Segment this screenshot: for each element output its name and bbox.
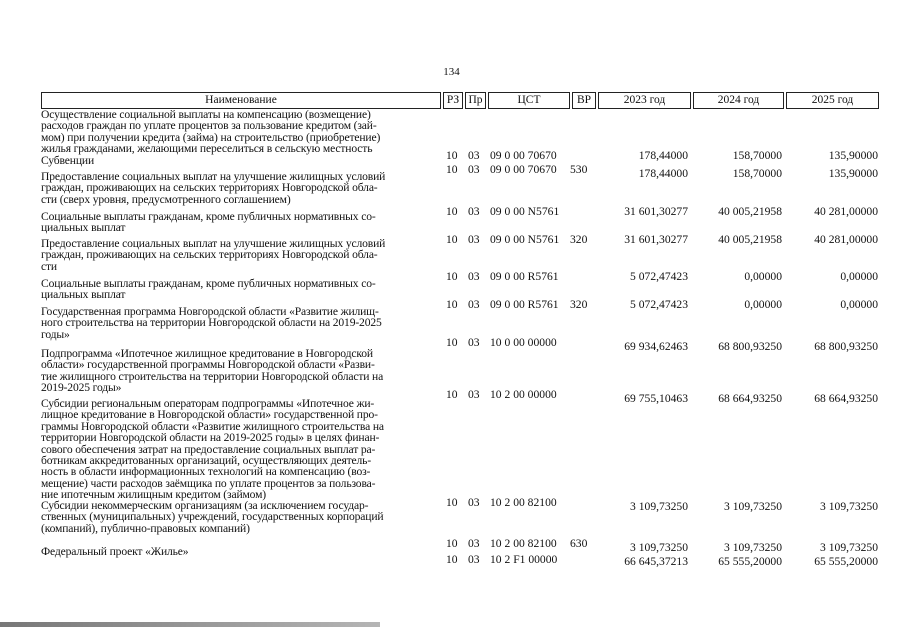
row-name-line: Предоставление социальных выплат на улучшение жилищных условий	[41, 237, 386, 250]
row-name-line: расходов граждан по уплате процентов за пользование кредитом (зай-	[41, 119, 377, 133]
row-name-line: мом) при получении кредита (займа) на строительство (приобретение)	[41, 130, 381, 144]
cell-y2025: 0,00000	[840, 298, 878, 311]
row-name-line: граждан, проживающих на сельских территориях Новгородской обла-	[41, 248, 378, 262]
cell-y2024: 0,00000	[744, 298, 782, 311]
row-name	[41, 398, 441, 501]
page-number: 134	[443, 66, 460, 78]
cell-rz: 10	[446, 496, 458, 509]
row-name-line: сти	[41, 259, 57, 273]
row-name-line: циальных выплат	[41, 288, 126, 302]
cell-y2025: 68 664,93250	[814, 392, 878, 405]
cell-y2024: 65 555,20000	[718, 555, 782, 568]
header-vr: ВР	[572, 92, 596, 109]
cell-pr: 03	[468, 298, 480, 311]
cell-pr: 03	[468, 388, 480, 401]
cell-pr: 03	[468, 537, 480, 550]
cell-y2023: 31 601,30277	[624, 233, 688, 246]
cell-y2023: 31 601,30277	[624, 205, 688, 218]
row-name-line: жилья гражданами, желающими переселиться в сельскую местность	[41, 142, 373, 156]
cell-vr: 530	[570, 163, 588, 176]
cell-rz: 10	[446, 336, 458, 349]
cell-y2023: 66 645,37213	[624, 555, 688, 568]
row-name-line: тие жилищного строительства на территории Новгородской области на	[41, 369, 384, 383]
cell-rz: 10	[446, 553, 458, 566]
row-name	[41, 546, 441, 557]
cell-cst: 10 2 00 82100	[490, 537, 557, 550]
row-name-line: ботникам аккредитованных организаций, осуществляющих деятель-	[41, 454, 372, 468]
row-name	[41, 348, 441, 394]
row-name-line: граждан, проживающих на сельских территориях Новгородской обла-	[41, 181, 378, 195]
cell-y2024: 68 800,93250	[718, 340, 782, 353]
cell-rz: 10	[446, 149, 458, 162]
row-name-line: Предоставление социальных выплат на улучшение жилищных условий	[41, 170, 386, 183]
cell-y2023: 3 109,73250	[630, 541, 688, 554]
cell-rz: 10	[446, 205, 458, 218]
cell-cst: 09 0 00 R5761	[490, 298, 559, 311]
cell-y2025: 3 109,73250	[820, 541, 878, 554]
row-name-line: (компаний), публично-правовых компаний)	[41, 521, 250, 535]
cell-y2024: 3 109,73250	[724, 500, 782, 513]
row-name-line: Федеральный проект «Жилье»	[41, 545, 189, 558]
cell-rz: 10	[446, 388, 458, 401]
cell-cst: 10 2 00 00000	[490, 388, 557, 401]
cell-rz: 10	[446, 163, 458, 176]
cell-rz: 10	[446, 298, 458, 311]
cell-cst: 09 0 00 N5761	[490, 205, 560, 218]
cell-vr: 320	[570, 233, 588, 246]
row-name	[41, 278, 441, 301]
row-name-line: годы»	[41, 327, 70, 341]
row-name-line: циальных выплат	[41, 221, 126, 235]
row-name-line: Подпрограмма «Ипотечное жилищное кредитование в Новгородской	[41, 347, 373, 360]
cell-y2025: 3 109,73250	[820, 500, 878, 513]
cell-pr: 03	[468, 205, 480, 218]
cell-y2023: 5 072,47423	[630, 270, 688, 283]
cell-cst: 10 0 00 00000	[490, 336, 557, 349]
cell-y2024: 158,70000	[732, 167, 782, 180]
cell-cst: 09 0 00 N5761	[490, 233, 560, 246]
cell-y2023: 3 109,73250	[630, 500, 688, 513]
row-name-line: Субсидии некоммерческим организациям (за исключением государ-	[41, 499, 369, 512]
cell-pr: 03	[468, 336, 480, 349]
cell-cst: 10 2 00 82100	[490, 496, 557, 509]
cell-y2024: 3 109,73250	[724, 541, 782, 554]
cell-y2025: 135,90000	[828, 167, 878, 180]
header-name: Наименование	[41, 92, 441, 109]
header-2024: 2024 год	[693, 92, 784, 109]
row-name-line: ного строительства на территории Новгородской области на 2019-2025	[41, 316, 382, 330]
row-name	[41, 211, 441, 234]
cell-cst: 10 2 F1 00000	[490, 553, 558, 566]
row-name-line: лищное кредитование в Новгородской области» государственной про-	[41, 408, 378, 422]
cell-pr: 03	[468, 270, 480, 283]
row-name	[41, 238, 441, 272]
cell-y2024: 0,00000	[744, 270, 782, 283]
header-2023: 2023 год	[598, 92, 691, 109]
row-name-line: мещение) части расходов заёмщика по уплате процентов за пользова-	[41, 476, 376, 490]
cell-pr: 03	[468, 149, 480, 162]
row-name-line: ственных (муниципальных) учреждений, государственных корпораций	[41, 510, 384, 524]
row-name-line: Социальные выплаты гражданам, кроме публичных нормативных со-	[41, 277, 376, 290]
cell-cst: 09 0 00 70670	[490, 149, 557, 162]
cell-y2023: 178,44000	[638, 167, 688, 180]
cell-y2023: 178,44000	[638, 149, 688, 162]
cell-pr: 03	[468, 233, 480, 246]
cell-pr: 03	[468, 553, 480, 566]
cell-y2025: 0,00000	[840, 270, 878, 283]
cell-rz: 10	[446, 270, 458, 283]
cell-y2023: 69 934,62463	[624, 340, 688, 353]
row-name-line: Осуществление социальной выплаты на компенсацию (возмещение)	[41, 108, 371, 121]
cell-y2024: 158,70000	[732, 149, 782, 162]
header-rz: РЗ	[443, 92, 463, 109]
row-name-line: территории Новгородской области на 2019-2025 годы» в целях финан-	[41, 431, 380, 445]
row-name	[41, 171, 441, 205]
cell-vr: 630	[570, 537, 588, 550]
row-name-line: ние ипотечным жилищным кредитом (займом)	[41, 488, 267, 502]
cell-vr: 320	[570, 298, 588, 311]
row-name-line: Социальные выплаты гражданам, кроме публичных нормативных со-	[41, 210, 376, 223]
cell-y2025: 40 281,00000	[814, 205, 878, 218]
scan-edge-shadow	[0, 622, 380, 627]
cell-cst: 09 0 00 70670	[490, 163, 557, 176]
row-name-line: граммы Новгородской области «Развитие жилищного строительства на	[41, 419, 384, 433]
row-name	[41, 155, 441, 166]
cell-y2025: 40 281,00000	[814, 233, 878, 246]
row-name-line: Субсидии региональным операторам подпрограммы «Ипотечное жи-	[41, 397, 375, 410]
cell-y2023: 69 755,10463	[624, 392, 688, 405]
row-name-line: сти (сверх уровня, предусмотренного соглашением)	[41, 192, 291, 206]
cell-cst: 09 0 00 R5761	[490, 270, 559, 283]
row-name	[41, 306, 441, 340]
header-cst: ЦСТ	[488, 92, 570, 109]
row-name-line: 2019-2025 годы»	[41, 381, 122, 395]
row-name	[41, 109, 441, 155]
cell-pr: 03	[468, 496, 480, 509]
cell-y2025: 65 555,20000	[814, 555, 878, 568]
cell-y2024: 40 005,21958	[718, 233, 782, 246]
cell-y2025: 68 800,93250	[814, 340, 878, 353]
cell-y2024: 68 664,93250	[718, 392, 782, 405]
row-name-line: ность в области информационных технологий на компенсацию (воз-	[41, 465, 371, 479]
cell-rz: 10	[446, 537, 458, 550]
cell-y2024: 40 005,21958	[718, 205, 782, 218]
row-name-line: области» государственной программы Новгородской области «Разви-	[41, 358, 375, 372]
cell-pr: 03	[468, 163, 480, 176]
row-name-line: сового обеспечения затрат на предоставление социальных выплат ра-	[41, 442, 376, 456]
row-name	[41, 500, 441, 534]
row-name-line: Государственная программа Новгородской области «Развитие жилищ-	[41, 305, 379, 318]
header-pr: Пр	[465, 92, 486, 109]
header-2025: 2025 год	[786, 92, 879, 109]
cell-y2025: 135,90000	[828, 149, 878, 162]
row-name-line: Субвенции	[41, 154, 95, 167]
cell-rz: 10	[446, 233, 458, 246]
cell-y2023: 5 072,47423	[630, 298, 688, 311]
